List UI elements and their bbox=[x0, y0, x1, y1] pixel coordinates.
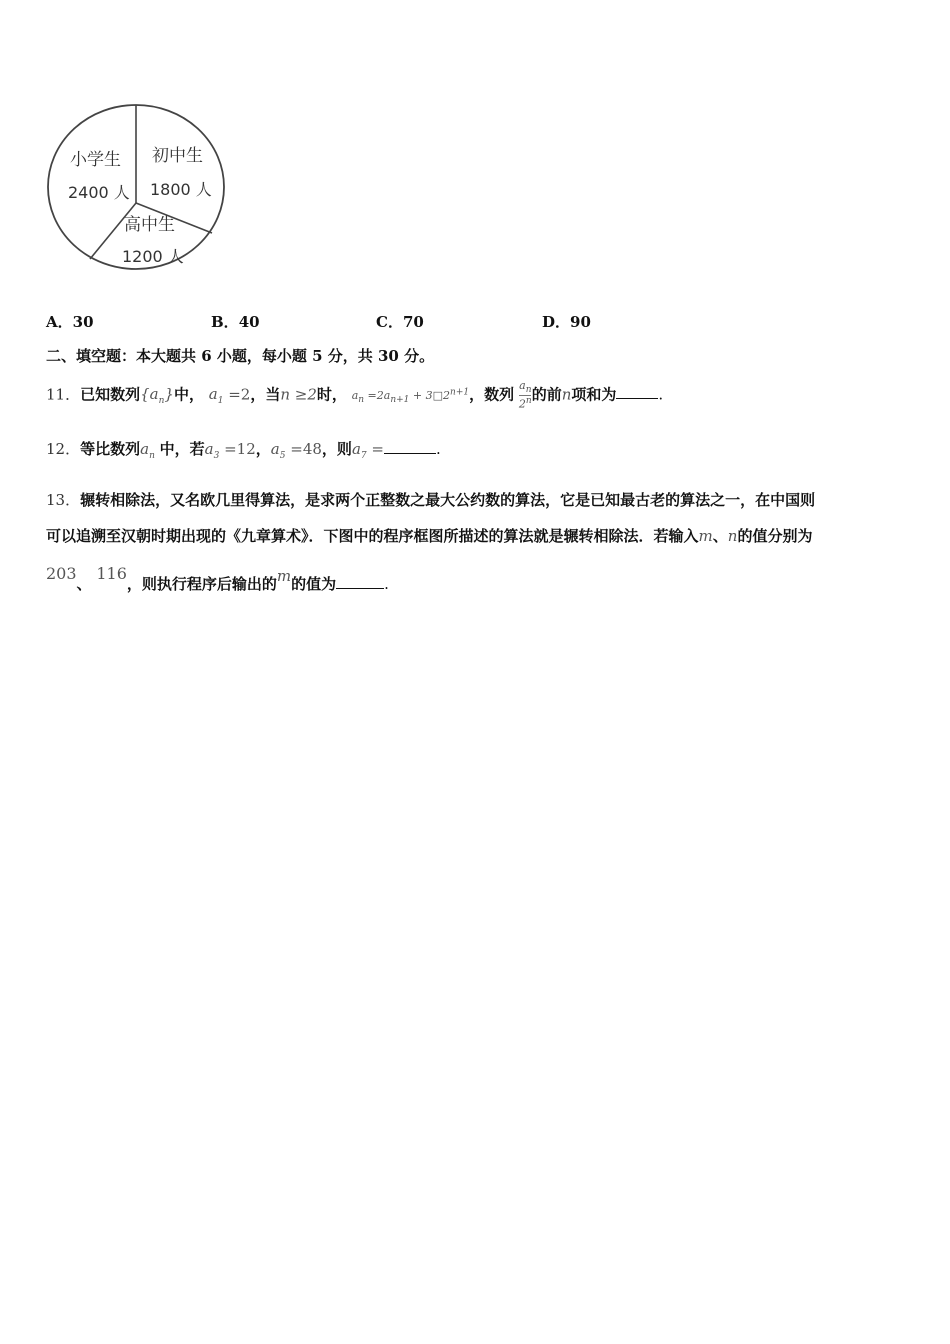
question-13-line-3 bbox=[46, 564, 389, 594]
option-c-letter: C． bbox=[376, 313, 403, 331]
q13-value-2: 116 bbox=[96, 564, 127, 583]
q13-value-1: 203 bbox=[46, 564, 77, 583]
q13-line-3a: ，则执行程序后输出的 bbox=[126, 575, 277, 593]
q11-text-3: ，当 bbox=[250, 385, 281, 404]
q13-number: 13． bbox=[46, 491, 81, 509]
q11-text-4: 时， bbox=[316, 385, 347, 404]
q12-a7-eq: = bbox=[366, 440, 384, 458]
pie-count-junior: 1800 人 bbox=[150, 180, 212, 199]
option-d[interactable] bbox=[542, 311, 591, 332]
q13-line-3b: 的值为 bbox=[291, 575, 337, 593]
option-c-value: 70 bbox=[402, 313, 424, 331]
q12-a3: $a_3$ bbox=[204, 440, 220, 461]
q11-text-7: 项和为 bbox=[571, 385, 617, 404]
q11-text-2: 中， bbox=[173, 385, 204, 404]
option-b-letter: B． bbox=[211, 313, 239, 331]
pie-label-senior: 高中生 bbox=[124, 215, 175, 235]
q12-a7: $a_7$ bbox=[351, 440, 367, 461]
q12-end: . bbox=[435, 440, 441, 458]
pie-label-junior: 初中生 bbox=[152, 146, 203, 166]
option-a[interactable] bbox=[46, 311, 94, 332]
q11-number: 11． bbox=[46, 385, 81, 404]
q13-n: n bbox=[727, 527, 738, 545]
option-d-letter: D． bbox=[542, 313, 571, 331]
q11-text-5: ，数列 bbox=[469, 385, 515, 404]
option-d-value: 90 bbox=[570, 313, 591, 331]
q11-fraction: $\frac{a_n}{2^n}$ bbox=[518, 379, 532, 411]
q13-dun: 、 bbox=[76, 575, 92, 593]
q13-line-2b: 的值分别为 bbox=[737, 527, 813, 545]
question-11 bbox=[46, 381, 663, 410]
question-12 bbox=[46, 438, 441, 461]
q11-condition: n ≥2 bbox=[280, 385, 317, 404]
option-a-letter: A． bbox=[46, 313, 73, 331]
q11-seq: $\{a_n\}$ bbox=[140, 385, 174, 407]
option-a-value: 30 bbox=[72, 313, 94, 331]
q13-m-output: m bbox=[276, 567, 292, 585]
q12-a3-value: =12 bbox=[219, 440, 256, 458]
option-b[interactable] bbox=[211, 311, 260, 332]
student-pie-chart bbox=[46, 103, 231, 275]
option-b-value: 40 bbox=[238, 313, 260, 331]
option-c[interactable] bbox=[376, 311, 424, 332]
section-heading: 二、填空题：本大题共 6 小题，每小题 5 分，共 30 分。 bbox=[46, 347, 435, 365]
q12-text-3: ，则 bbox=[321, 440, 352, 458]
q11-text-6: 的前 bbox=[531, 385, 562, 404]
q12-answer-blank[interactable] bbox=[384, 439, 436, 454]
q13-line-2a: 可以追溯至汉朝时期出现的《九章算术》．下图中的程序框图所描述的算法就是辗转相除法．若输入 bbox=[46, 527, 699, 545]
q12-text-1: 等比数列 bbox=[80, 440, 141, 458]
q12-number: 12． bbox=[46, 440, 81, 458]
q11-n: n bbox=[561, 385, 572, 404]
q11-text-1: 已知数列 bbox=[80, 385, 141, 404]
pie-count-primary: 2400 人 bbox=[68, 183, 130, 202]
pie-label-primary: 小学生 bbox=[70, 150, 121, 170]
q11-recurrence: $a_n =2a_{n+1}$ + $3□2^{n+1}$ bbox=[351, 387, 470, 406]
q13-answer-blank[interactable] bbox=[336, 574, 384, 589]
q12-text-2: 中，若 bbox=[159, 440, 205, 458]
pie-count-senior: 1200 人 bbox=[122, 247, 184, 266]
q13-line-1: 辗转相除法，又名欧几里得算法，是求两个正整数之最大公约数的算法，它是已知最古老的算法之一，在中国则 bbox=[80, 491, 816, 509]
q13-sep: 、 bbox=[712, 527, 728, 545]
q13-m: m bbox=[698, 527, 713, 545]
q12-comma: ， bbox=[255, 440, 271, 458]
q11-a1: $a_1$ bbox=[208, 385, 224, 407]
q12-seq: $a_n$ bbox=[140, 440, 155, 461]
q11-answer-blank[interactable] bbox=[616, 384, 658, 399]
q11-a1-value: =2 bbox=[223, 385, 251, 404]
q13-end: . bbox=[384, 575, 389, 593]
q12-a5: $a_5$ bbox=[270, 440, 286, 461]
q11-end: . bbox=[658, 385, 664, 404]
question-13-line-1 bbox=[46, 489, 815, 510]
question-13-line-2 bbox=[46, 525, 812, 546]
q12-a5-value: =48 bbox=[285, 440, 322, 458]
